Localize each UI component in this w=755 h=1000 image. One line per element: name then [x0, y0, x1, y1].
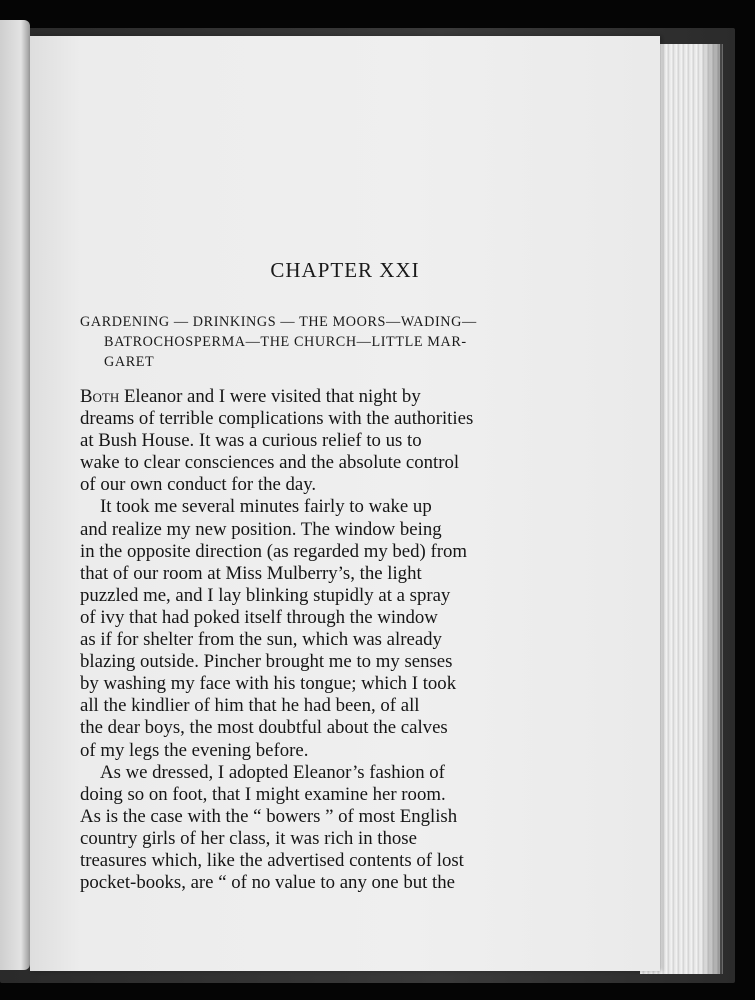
summary-line: BATROCHOSPERMA—THE CHURCH—LITTLE MAR- [104, 334, 467, 350]
text-line: As we dressed, I adopted Eleanor’s fashion of [100, 761, 445, 783]
text-line-rest: Eleanor and I were visited that night by [119, 386, 421, 407]
text-line: dreams of terrible complications with the authorities [80, 408, 474, 430]
chapter-heading: CHAPTER XXI [270, 258, 420, 282]
text-line: of ivy that had poked itself through the window [80, 606, 438, 628]
text-line: of our own conduct for the day. [80, 474, 317, 496]
summary-line: GARDENING — DRINKINGS — THE MOORS—WADING— [80, 314, 477, 330]
text-line: It took me several minutes fairly to wake up [100, 496, 432, 518]
text-line: the dear boys, the most doubtful about the calves [80, 717, 448, 739]
text-line: of my legs the evening before. [80, 739, 309, 761]
text-line: blazing outside. Pincher brought me to my senses [80, 651, 453, 673]
text-line: treasures which, like the advertised contents of lost [80, 849, 464, 871]
summary-line: GARET [104, 354, 155, 370]
text-line: wake to clear consciences and the absolute control [80, 452, 460, 474]
text-line: that of our room at Miss Mulberry’s, the light [80, 562, 422, 584]
body-text [80, 386, 530, 894]
drop-word: Both [80, 386, 120, 407]
book-page [30, 36, 660, 971]
left-facing-page [0, 20, 30, 970]
text-line [80, 386, 530, 408]
text-line: country girls of her class, it was rich in those [80, 827, 417, 849]
text-line: doing so on foot, that I might examine her room. [80, 783, 446, 805]
text-line: puzzled me, and I lay blinking stupidly at a spray [80, 584, 451, 606]
text-line: by washing my face with his tongue; which I took [80, 673, 457, 695]
chapter-summary [80, 312, 530, 372]
text-line: and realize my new position. The window being [80, 518, 442, 540]
text-line: As is the case with the “ bowers ” of most English [80, 805, 458, 827]
text-line: at Bush House. It was a curious relief to us to [80, 430, 422, 452]
text-line: all the kindlier of him that he had been, of all [80, 695, 420, 717]
page-edge-shadow [700, 44, 722, 974]
text-line: as if for shelter from the sun, which was already [80, 629, 442, 651]
text-line: pocket-books, are “ of no value to any one but the [80, 872, 455, 894]
text-line: in the opposite direction (as regarded my bed) from [80, 540, 467, 562]
